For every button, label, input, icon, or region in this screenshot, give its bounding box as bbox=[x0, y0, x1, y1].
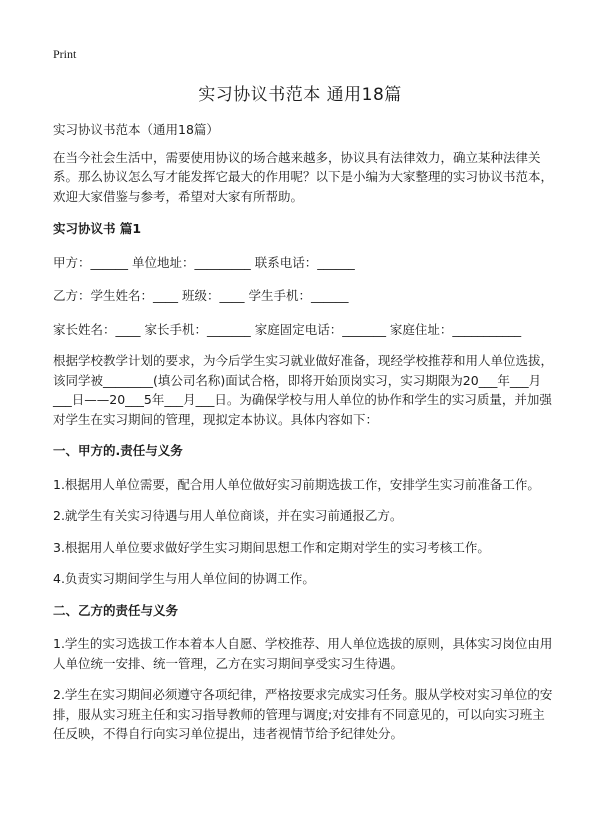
form-line-parent: 家长姓名：____ 家长手机：_______ 家庭固定电话：_______ 家庭住址：___________ bbox=[53, 321, 522, 337]
intro-paragraph: 在当今社会生活中，需要使用协议的场合越来越多，协议具有法律效力，确立某种法律关系。那么协议怎么写才能发挥它最大的作用呢？以下是小编为大家整理的实习协议书范本，欢迎大家借鉴与参考，希望对大家有所帮助。 bbox=[53, 149, 554, 204]
agreement-paragraph: 根据学校教学计划的要求，为今后学生实习就业做好准备，现经学校推荐和用人单位选拔，该同学被________(填公司名称)面试合格，即将开始顶岗实习，实习期限为20___年___月___日——20___5年___月___日。为确保学校与用人单位的协作和学生的实习质量，并加强对学生在实习期间的管理，现拟定本协议。具体内容如下： bbox=[53, 353, 554, 427]
document-body bbox=[53, 120, 554, 756]
part1-heading: 一、甲方的.责任与义务 bbox=[53, 443, 183, 458]
part1-item: 3.根据用人单位要求做好学生实习期间思想工作和定期对学生的实习考核工作。 bbox=[53, 539, 490, 555]
document-title: 实习协议书范本 通用18篇 bbox=[198, 85, 402, 105]
document-subtitle: 实习协议书范本（通用18篇） bbox=[53, 122, 219, 137]
part1-item: 2.就学生有关实习待遇与用人单位商谈，并在实习前通报乙方。 bbox=[53, 508, 403, 523]
form-line-party-a: 甲方：______ 单位地址：_________ 联系电话：______ bbox=[53, 254, 355, 270]
print-link[interactable]: Print bbox=[53, 47, 77, 61]
part1-item: 1.根据用人单位需要，配合用人单位做好实习前期选拔工作，安排学生实习前准备工作。 bbox=[53, 476, 540, 492]
part2-item: 1.学生的实习选拔工作本着本人自愿、学校推荐、用人单位选拔的原则，具体实习岗位由用人单位统一安排、统一管理，乙方在实习期间享受实习生待遇。 bbox=[53, 636, 553, 671]
section-heading: 实习协议书 篇1 bbox=[53, 221, 142, 236]
form-line-party-b: 乙方：学生姓名：____ 班级：____ 学生手机：______ bbox=[53, 288, 349, 303]
part2-heading: 二、乙方的责任与义务 bbox=[53, 602, 179, 618]
part1-item: 4.负责实习期间学生与用人单位间的协调工作。 bbox=[53, 571, 315, 586]
part2-item: 2.学生在实习期间必须遵守各项纪律，严格按要求完成实习任务。服从学校对实习单位的安排，服从实习班主任和实习指导教师的管理与调度;对安排有不同意见的，可以向实习班主任反映，不得自行向实习单位提出，违者视情节给予纪律处分。 bbox=[53, 687, 553, 741]
